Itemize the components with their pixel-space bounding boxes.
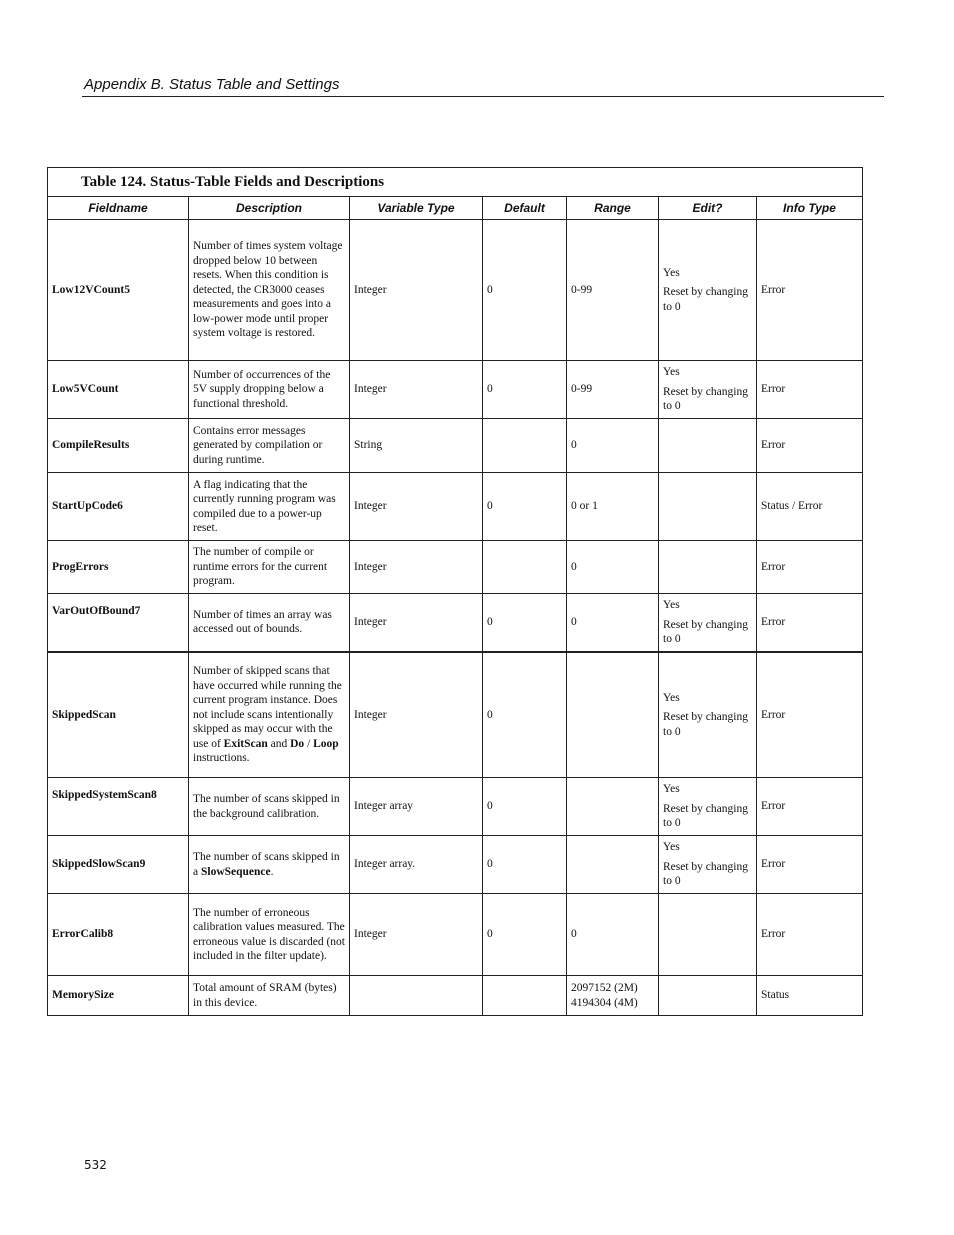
fieldname-cell: VarOutOfBound7 (48, 594, 189, 652)
range-cell: 0-99 (567, 361, 659, 419)
default-cell: 0 (483, 652, 567, 778)
info-type-cell: Status / Error (757, 473, 863, 541)
description-cell: The number of scans skipped in a SlowSequence. (189, 836, 350, 894)
table-row (48, 778, 863, 836)
column-header-info-type: Info Type (757, 197, 863, 220)
table-row (48, 220, 863, 361)
keyword-do: Do (290, 737, 305, 750)
description-cell: Number of occurrences of the 5V supply dropping below a functional threshold. (189, 361, 350, 419)
range-line: 2097152 (2M) (571, 982, 638, 994)
default-cell: 0 (483, 361, 567, 419)
keyword-slowsequence: SlowSequence (200, 865, 271, 878)
info-type-cell: Error (757, 652, 863, 778)
table-caption: Table 124. Status-Table Fields and Descriptions (48, 168, 863, 197)
default-cell (483, 541, 567, 594)
description-cell: Contains error messages generated by compilation or during runtime. (189, 419, 350, 473)
variable-type-cell: Integer array (350, 778, 483, 836)
fieldname-cell: ProgErrors (48, 541, 189, 594)
fieldname-cell: MemorySize (48, 976, 189, 1016)
table-header-row (48, 197, 863, 220)
range-cell: 0 or 1 (567, 473, 659, 541)
running-header: Appendix B. Status Table and Settings (84, 76, 340, 93)
fieldname-cell: SkippedSystemScan8 (48, 778, 189, 836)
default-cell: 0 (483, 894, 567, 976)
variable-type-cell: Integer (350, 473, 483, 541)
edit-value: Yes (663, 266, 680, 279)
edit-value: Yes (663, 691, 680, 704)
fieldname-cell: SkippedScan (48, 652, 189, 778)
info-type-cell: Error (757, 419, 863, 473)
range-cell: 0 (567, 541, 659, 594)
edit-cell (659, 220, 757, 361)
info-type-cell: Error (757, 220, 863, 361)
info-type-cell: Error (757, 778, 863, 836)
edit-cell (659, 473, 757, 541)
default-cell: 0 (483, 473, 567, 541)
variable-type-cell: String (350, 419, 483, 473)
edit-note: Reset by changing to 0 (663, 802, 748, 830)
edit-cell (659, 419, 757, 473)
table-row (48, 976, 863, 1016)
table-caption-row (48, 168, 863, 197)
default-cell: 0 (483, 778, 567, 836)
edit-note: Reset by changing to 0 (663, 711, 748, 738)
edit-cell (659, 976, 757, 1016)
column-header-description: Description (189, 197, 350, 220)
keyword-loop: Loop (313, 737, 339, 750)
column-header-edit: Edit? (659, 197, 757, 220)
variable-type-cell: Integer (350, 220, 483, 361)
column-header-default: Default (483, 197, 567, 220)
fieldname-cell: SkippedSlowScan9 (48, 836, 189, 894)
edit-cell (659, 541, 757, 594)
edit-cell (659, 894, 757, 976)
fieldname-cell: CompileResults (48, 419, 189, 473)
range-line: 4194304 (4M) (571, 996, 638, 1009)
range-cell (567, 836, 659, 894)
range-cell: 0 (567, 594, 659, 652)
variable-type-cell (350, 976, 483, 1016)
range-cell (567, 778, 659, 836)
table-row (48, 836, 863, 894)
description-cell: Number of skipped scans that have occurred while running the current program instance. Does not include scans intentionally skipped as may occur with the use of ExitScan and Do / Loop instructions. (189, 652, 350, 778)
edit-note: Reset by changing to 0 (663, 286, 748, 313)
edit-note: Reset by changing to 0 (663, 385, 748, 413)
table-row (48, 541, 863, 594)
default-cell: 0 (483, 220, 567, 361)
edit-value: Yes (663, 366, 680, 379)
description-cell: A flag indicating that the currently running program was compiled due to a power-up reset. (189, 473, 350, 541)
edit-value: Yes (663, 783, 680, 796)
table-row (48, 419, 863, 473)
range-cell (567, 976, 659, 1016)
column-header-range: Range (567, 197, 659, 220)
fieldname-cell: StartUpCode6 (48, 473, 189, 541)
header-rule (82, 96, 884, 97)
edit-cell (659, 652, 757, 778)
table-row (48, 361, 863, 419)
info-type-cell: Error (757, 594, 863, 652)
edit-cell (659, 836, 757, 894)
edit-cell (659, 778, 757, 836)
variable-type-cell: Integer (350, 894, 483, 976)
keyword-exitscan: ExitScan (223, 737, 268, 750)
description-cell: The number of erroneous calibration values measured. The erroneous value is discarded (not included in the filter update). (189, 894, 350, 976)
description-cell: The number of scans skipped in the background calibration. (189, 778, 350, 836)
range-cell: 0 (567, 894, 659, 976)
default-cell: 0 (483, 836, 567, 894)
column-header-variable-type: Variable Type (350, 197, 483, 220)
edit-value: Yes (663, 841, 680, 854)
variable-type-cell: Integer (350, 652, 483, 778)
info-type-cell: Error (757, 836, 863, 894)
info-type-cell: Error (757, 361, 863, 419)
table-row (48, 594, 863, 652)
table-row (48, 652, 863, 778)
fieldname-cell: Low5VCount (48, 361, 189, 419)
fieldname-cell: ErrorCalib8 (48, 894, 189, 976)
variable-type-cell: Integer (350, 361, 483, 419)
variable-type-cell: Integer array. (350, 836, 483, 894)
fieldname-cell: Low12VCount5 (48, 220, 189, 361)
description-cell: The number of compile or runtime errors for the current program. (189, 541, 350, 594)
page-number: 532 (84, 1158, 107, 1172)
table-row (48, 894, 863, 976)
range-cell: 0 (567, 419, 659, 473)
info-type-cell: Status (757, 976, 863, 1016)
info-type-cell: Error (757, 894, 863, 976)
info-type-cell: Error (757, 541, 863, 594)
variable-type-cell: Integer (350, 594, 483, 652)
table-row (48, 473, 863, 541)
range-cell: 0-99 (567, 220, 659, 361)
default-cell (483, 976, 567, 1016)
edit-note: Reset by changing to 0 (663, 860, 748, 888)
column-header-fieldname: Fieldname (48, 197, 189, 220)
edit-cell (659, 361, 757, 419)
default-cell (483, 419, 567, 473)
variable-type-cell: Integer (350, 541, 483, 594)
edit-value: Yes (663, 599, 680, 611)
description-cell: Total amount of SRAM (bytes) in this device. (189, 976, 350, 1016)
description-cell: Number of times an array was accessed out of bounds. (189, 594, 350, 652)
status-table (47, 167, 863, 1016)
edit-note: Reset by changing to 0 (663, 618, 748, 645)
default-cell: 0 (483, 594, 567, 652)
range-cell (567, 652, 659, 778)
edit-cell (659, 594, 757, 652)
description-cell: Number of times system voltage dropped below 10 between resets. When this condition is detected, the CR3000 ceases measurements and goes into a low-power mode until proper system voltage is restored. (189, 220, 350, 361)
